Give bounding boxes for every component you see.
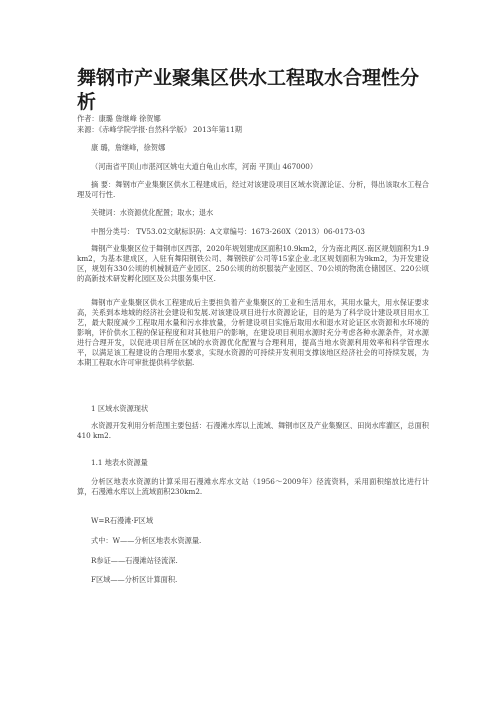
paragraph-scope: 水资源开发利用分析范围主要包括：石漫滩水库以上流域、舞钢市区及产业集聚区、田岗水库灌区，总面积410 km2.: [77, 421, 429, 440]
definition-r: R参证——石漫滩站径流深.: [91, 556, 178, 565]
abstract: 摘 要：舞钢市产业集聚区供水工程建成后，经过对该建设项目区域水资源论证、分析，得出该取水工程合理及可行性.: [77, 180, 429, 199]
affiliation: （河南省平顶山市湛河区姚屯大道白龟山水库，河南 平顶山 467000）: [91, 162, 318, 171]
keywords: 关键词：水资源优化配置；取水；退水: [91, 208, 214, 217]
formula: W=R石漫滩·F区域: [91, 516, 154, 525]
section-heading-1: 1 区域水资源现状: [91, 404, 149, 413]
paragraph-purpose: 舞钢市产业集聚区供水工程建成后主要担负着产业集聚区的工业和生活用水，其用水量大，用水保证要求高，关系到本地城的经济社会建设和发展.对该建设项目进行水资源论证，目的是为了科学设计建设项目用水工艺，最大限度减少工程取用水量和污水排放量，分析建设项目实施后取用水和退水对论证区水资源和水环境的影响，评价供水工程的保证程度和对其他用户的影响，在建设项目利用水源时充分考虑各种水源条件，对水源进行合理开发，以促进项目所在区域的水资源优化配置与合理利用，提高当地水资源利用效率和科学管理水平，以满足该工程建设的合理用水要求，实现水资源的可持续开发利用支撑该地区经济社会的可持续发展，为本期工程取水许可审批提供科学依据.: [77, 298, 429, 367]
paragraph-intro: 舞钢产业集聚区位于舞钢市区西部，2020年规划建成区面积10.9km2，分为南北两区.南区规划面积为1.9km2，为基本建成区，入驻有舞阳钢铁公司、舞钢铁矿公司等15家企业.北区规划面积为9km2，为开发建设区，规划有330公顷的机械制造产业园区、250公顷的纺织服装产业园区、70公顷的物流仓储园区、220公顷的高新技术研发孵化园区及公共服务集中区.: [77, 244, 429, 283]
definition-w: 式中：W——分析区地表水资源量.: [91, 536, 202, 545]
article-title: 舞钢市产业聚集区供水工程取水合理性分析: [77, 67, 420, 113]
paragraph-surface-water: 分析区地表水资源的计算采用石漫滩水库水文站（1956～2009年）径流资料，采用面积缩放比进行计算，石漫滩水库以上流域面积230km2.: [77, 477, 429, 496]
source-line: 来源：《赤峰学院学报·自然科学版》 2013年第11期: [77, 125, 242, 134]
section-heading-1-1: 1.1 地表水资源量: [91, 458, 148, 467]
authors-repeat: 康 璐，詹继峰，徐贺娜: [91, 143, 166, 152]
authors-line: 作者：康璐 詹继峰 徐贺娜: [77, 114, 161, 123]
definition-f: F区域——分析区计算面积.: [91, 575, 178, 584]
classification: 中图分类号： TV53.02文献标识码：A文章编号：1673-260X（2013）06-0173-03: [91, 227, 365, 236]
